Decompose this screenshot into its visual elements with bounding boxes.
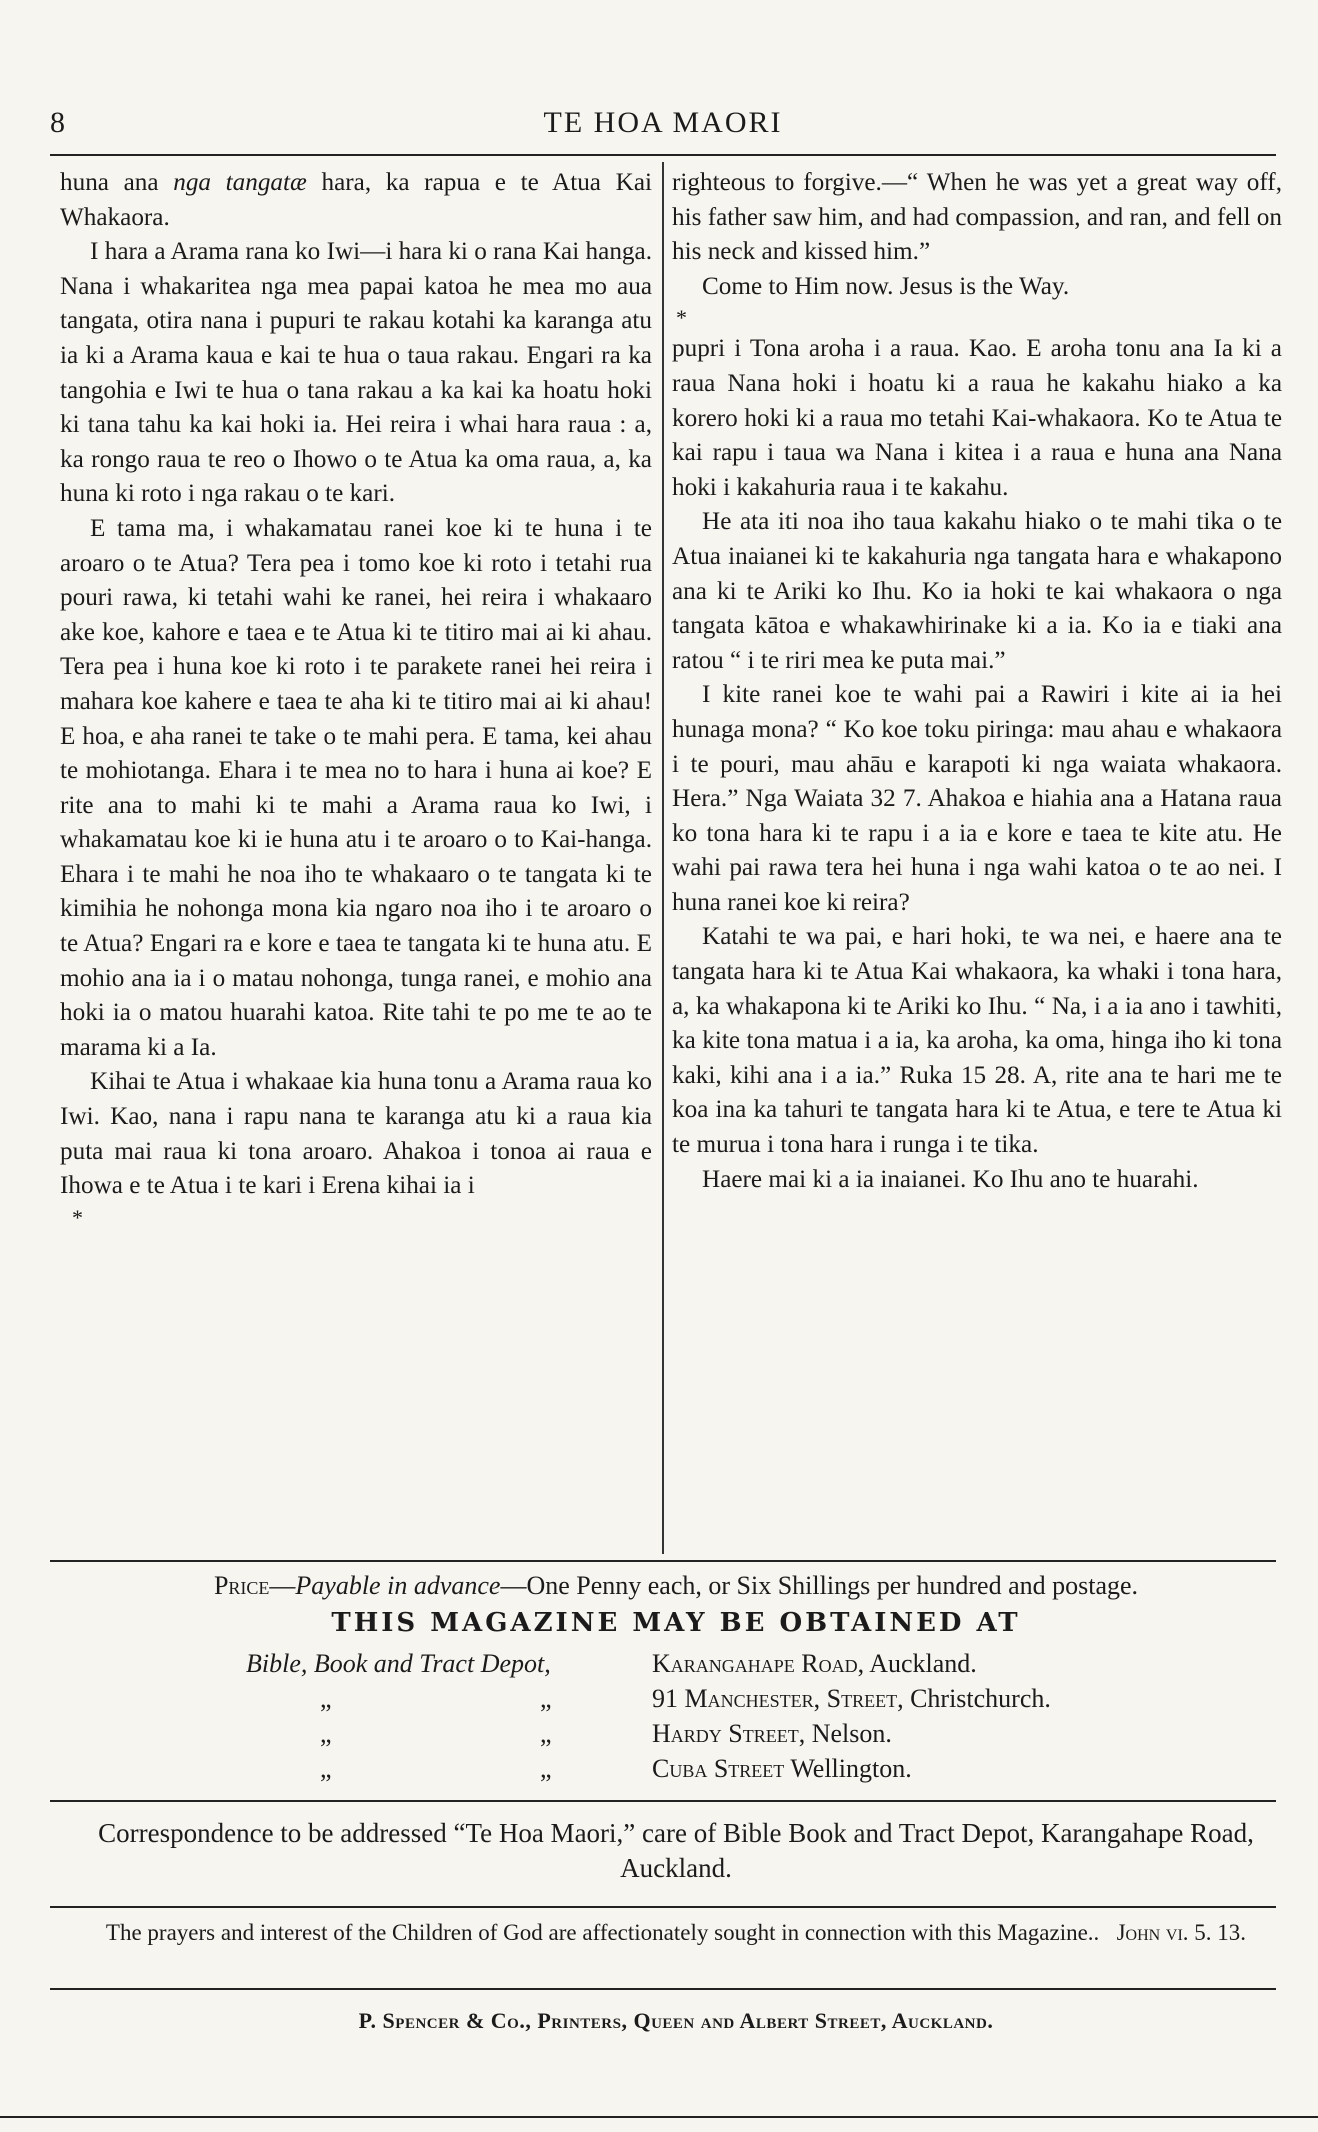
printer-imprint: P. Spencer & Co., Printers, Queen and Albert Street, Auckland. [358, 2008, 994, 2033]
column-divider [662, 162, 664, 1554]
bottom-rule [0, 2116, 1318, 2118]
running-head: TE HOA MAORI [543, 106, 783, 139]
right-paragraph: I kite ranei koe te wahi pai a Rawiri i kite ai ia hei hunaga mona? “ Ko koe toku piringa: mau ahau e whakaora i te pouri, mau ahāu e karapoti ki nga waiata whakaora. Hera.” Nga Waiata 32 7. Ahakoa e hiahia ana a Hatana raua ko tona hara ki te rapu i a ia e kore e taea te kite atu. He wahi pai rawa tera hei huna i nga wahi katoa o te ao nei. I huna ranei koe ki reira? [672, 681, 1282, 916]
page-header [50, 106, 1276, 152]
depot-list [66, 1646, 1286, 1786]
section-asterisk: * [72, 1204, 83, 1230]
page-number: 8 [50, 106, 65, 139]
section-asterisk: * [676, 305, 687, 331]
left-paragraph: huna ana nga tangatæ hara, ka rapua e te Atua Kai Whakaora. [60, 169, 653, 231]
depot-row: „ „ Cuba Street Wellington. [320, 1754, 912, 1783]
prayers-rule [50, 1906, 1276, 1908]
left-paragraph: E tama ma, i whakamatau ranei koe ki te huna i te aroaro o te Atua? Tera pea i tomo koe ki roto i tetahi rua pouri rawa, ki tetahi wahi ke ranei, hei reira i whakaaro ake koe, kahore e taea e te Atua ki te titiro mai ai ki ahau. Tera pea i huna koe ki roto i te parakete ranei hei reira i mahara koe kahere e taea te aha ki te titiro mai ai ki ahau! E hoa, e aha ranei te take o te mahi pera. E tama, kei ahau te mohiotanga. Ehara i te mea no to hara i huna ai koe? E rite ana to mahi ki te mahi a Arama raua ko Iwi, i whakamatau koe ki ie huna atu i te aroaro o to Kai-hanga. Ehara i te mahi he noa iho te whakaaro o te tangata ki te kimihia he nohonga mona kia ngaro noa iho i te aroaro o te Atua? Engari ra e kore e taea te tangata ki te huna atu. E mohio ana ia i o matau nohonga, tunga ranei, e mohio ana hoki ia o matou huarahi katoa. Rite tahi te po me te ao te marama ki a Ia. [60, 514, 652, 1061]
right-paragraph: righteous to forgive.—“ When he was yet a great way off, his father saw him, and had compassion, and ran, and fell on his neck and kissed him.” [672, 169, 1282, 266]
depot-row: Bible, Book and Tract Depot, Karangahape Road, Auckland. [66, 1646, 1286, 1681]
right-paragraph: pupri i Tona aroha i a raua. Kao. E aroha tonu ana Ia ki a raua Nana hoki i hoatu ki a raua he kakahu hiako a ka korero hoki ki a raua mo tetahi Kai-whakaora. Ko te Atua te kai rapu i taua wa Nana i kitea i a raua e huna ana Nana hoki i kakahuria raua i te kakahu. [672, 335, 1282, 501]
right-paragraph: He ata iti noa iho taua kakahu hiako o te mahi tika o te Atua inaianei ki te kakahuria nga tangata hara e whakapono ana ki te Ariki ko Ihu. Ko ia hoki te kai whakaora o nga tangata kātoa e whakawhirinake ki a ia. Ko ia e tiaki ana ratou “ i te riri mea ke puta mai.” [672, 508, 1282, 674]
obtained-heading: THIS MAGAZINE MAY BE OBTAINED AT [331, 1608, 1021, 1638]
price-rule [50, 1560, 1276, 1562]
left-column [60, 166, 652, 1230]
right-paragraph: Haere mai ki a ia inaianei. Ko Ihu ano te huarahi. [702, 1165, 1199, 1193]
right-paragraph: Katahi te wa pai, e hari hoki, te wa nei, e haere ana te tangata hara ki te Atua Kai whakaora, ka whaki i tona hara, a, ka whakapona ki te Ariki ko Ihu. “ Na, i a ia ano i tawhiti, ka kite tona matua i a ia, ka aroha, ka oma, hinga iho ki tona kaki, kihi ana i a ia.” Ruka 15 28. A, rite ana te hari me te koa ina ka tahuri te tangata hara ki te Atua, e tere te Atua ki te murua i tona hara i runga i te tika. [672, 923, 1282, 1159]
printer-rule [50, 1988, 1276, 1990]
left-paragraph: I hara a Arama rana ko Iwi—i hara ki o rana Kai hanga. Nana i whakaritea nga mea papai katoa he mea mo aua tangata, otira nana i pupuri te rakau kotahi ka karanga atu ia ki a Arama kaua e kai te hua o taua rakau. Engari ra ka tangohia e Iwi te hua o tana rakau a ka kai ka hoatu hoki ki tana tahu ka kai hoki ia. Hei reira i whai hara raua : a, ka rongo raua te reo o Ihowo o te Atua ka oma raua, a, ka huna ki roto i nga rakau o te kari. [60, 238, 652, 508]
right-paragraph: Come to Him now. Jesus is the Way. [702, 272, 1070, 300]
left-paragraph: Kihai te Atua i whakaae kia huna tonu a Arama raua ko Iwi. Kao, nana i rapu nana te karanga atu ki a raua kia puta mai raua ki tona aroaro. Ahakoa i tonoa ai raua e Ihowa e te Atua i te kari i Erena kihai ia i [60, 1068, 652, 1200]
right-column [672, 166, 1282, 1197]
depot-row: „ „ 91 Manchester, Street, Christchurch. [320, 1684, 1051, 1713]
correspondence-note: Correspondence to be addressed “Te Hoa Maori,” care of Bible Book and Tract Depot, Karangahape Road, Auckland. [98, 1818, 1254, 1883]
price-line: Price—Payable in advance—One Penny each, or Six Shillings per hundred and postage. [213, 1571, 1139, 1600]
correspondence-rule [50, 1800, 1276, 1802]
header-rule [50, 154, 1276, 156]
depot-row: „ „ Hardy Street, Nelson. [320, 1719, 892, 1748]
depot-label: Bible, Book and Tract Depot, [246, 1649, 551, 1678]
prayers-note: The prayers and interest of the Children of God are affectionately sought in connection with this Magazine.. John vi. 5. 13. [105, 1920, 1247, 1945]
